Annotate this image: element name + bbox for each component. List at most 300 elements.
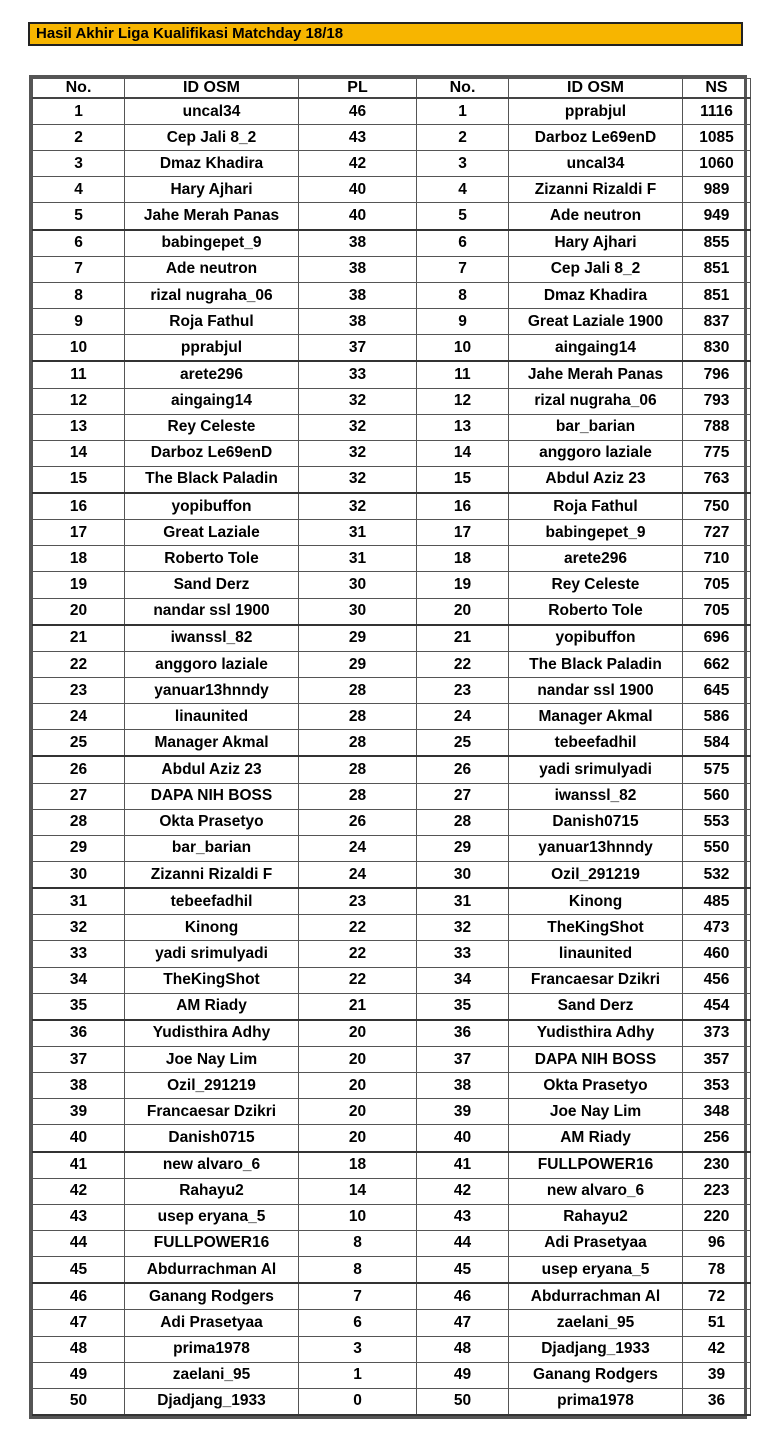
- table-row: [33, 335, 751, 362]
- table-row: [33, 361, 751, 388]
- player-id-ns-cell: uncal34: [509, 151, 683, 177]
- rank-pl-cell: 8: [33, 283, 125, 309]
- player-id-pl-cell: Rahayu2: [125, 1178, 299, 1204]
- player-id-ns-cell: Dmaz Khadira: [509, 283, 683, 309]
- pl-value-cell: 22: [299, 941, 417, 967]
- rank-ns-cell: 49: [417, 1362, 509, 1388]
- ns-value-cell: 220: [683, 1204, 751, 1230]
- ns-value-cell: 230: [683, 1152, 751, 1179]
- pl-value-cell: 23: [299, 888, 417, 915]
- rank-ns-cell: 18: [417, 546, 509, 572]
- rank-pl-cell: 7: [33, 256, 125, 282]
- rank-pl-cell: 25: [33, 730, 125, 757]
- table-row: [33, 1362, 751, 1388]
- pl-value-cell: 32: [299, 440, 417, 466]
- rank-pl-cell: 38: [33, 1073, 125, 1099]
- rank-ns-cell: 48: [417, 1336, 509, 1362]
- rank-ns-cell: 40: [417, 1125, 509, 1152]
- pl-value-cell: 20: [299, 1020, 417, 1047]
- table-row: [33, 1020, 751, 1047]
- rank-pl-cell: 29: [33, 835, 125, 861]
- ns-value-cell: 796: [683, 361, 751, 388]
- player-id-pl-cell: linaunited: [125, 704, 299, 730]
- player-id-pl-cell: Abdul Aziz 23: [125, 756, 299, 783]
- player-id-pl-cell: Joe Nay Lim: [125, 1047, 299, 1073]
- table-row: [33, 730, 751, 757]
- ns-value-cell: 473: [683, 915, 751, 941]
- pl-value-cell: 33: [299, 361, 417, 388]
- rank-pl-cell: 6: [33, 230, 125, 257]
- table-row: [33, 1283, 751, 1310]
- table-row: [33, 1310, 751, 1336]
- table-row: [33, 1256, 751, 1283]
- player-id-ns-cell: Abdurrachman Al: [509, 1283, 683, 1310]
- player-id-pl-cell: arete296: [125, 361, 299, 388]
- table-row: [33, 440, 751, 466]
- rank-ns-cell: 17: [417, 520, 509, 546]
- rank-pl-cell: 49: [33, 1362, 125, 1388]
- rank-ns-cell: 7: [417, 256, 509, 282]
- rank-ns-cell: 37: [417, 1047, 509, 1073]
- rank-pl-cell: 43: [33, 1204, 125, 1230]
- ns-value-cell: 750: [683, 493, 751, 520]
- rank-pl-cell: 18: [33, 546, 125, 572]
- ns-value-cell: 710: [683, 546, 751, 572]
- ns-value-cell: 662: [683, 652, 751, 678]
- table-row: [33, 388, 751, 414]
- pl-value-cell: 29: [299, 652, 417, 678]
- ns-value-cell: 36: [683, 1388, 751, 1415]
- ns-value-cell: 454: [683, 993, 751, 1020]
- player-id-pl-cell: Adi Prasetyaa: [125, 1310, 299, 1336]
- rank-ns-cell: 1: [417, 98, 509, 125]
- ns-value-cell: 550: [683, 835, 751, 861]
- player-id-ns-cell: Sand Derz: [509, 993, 683, 1020]
- player-id-ns-cell: yadi srimulyadi: [509, 756, 683, 783]
- pl-value-cell: 10: [299, 1204, 417, 1230]
- ns-value-cell: 788: [683, 414, 751, 440]
- player-id-ns-cell: Danish0715: [509, 809, 683, 835]
- rank-ns-cell: 33: [417, 941, 509, 967]
- rank-pl-cell: 32: [33, 915, 125, 941]
- player-id-pl-cell: Ganang Rodgers: [125, 1283, 299, 1310]
- player-id-ns-cell: Roberto Tole: [509, 598, 683, 625]
- ns-value-cell: 837: [683, 309, 751, 335]
- table-row: [33, 809, 751, 835]
- ns-value-cell: 485: [683, 888, 751, 915]
- player-id-ns-cell: bar_barian: [509, 414, 683, 440]
- player-id-pl-cell: The Black Paladin: [125, 466, 299, 493]
- rank-ns-cell: 25: [417, 730, 509, 757]
- player-id-pl-cell: Zizanni Rizaldi F: [125, 861, 299, 888]
- table-row: [33, 1178, 751, 1204]
- pl-value-cell: 26: [299, 809, 417, 835]
- player-id-pl-cell: anggoro laziale: [125, 652, 299, 678]
- table-row: [33, 1388, 751, 1415]
- pl-value-cell: 20: [299, 1047, 417, 1073]
- player-id-pl-cell: usep eryana_5: [125, 1204, 299, 1230]
- rank-ns-cell: 8: [417, 283, 509, 309]
- pl-value-cell: 32: [299, 466, 417, 493]
- rank-pl-cell: 16: [33, 493, 125, 520]
- rank-ns-cell: 29: [417, 835, 509, 861]
- ns-value-cell: 830: [683, 335, 751, 362]
- table-row: [33, 520, 751, 546]
- ns-value-cell: 793: [683, 388, 751, 414]
- pl-value-cell: 20: [299, 1099, 417, 1125]
- player-id-ns-cell: aingaing14: [509, 335, 683, 362]
- rank-ns-cell: 30: [417, 861, 509, 888]
- pl-value-cell: 6: [299, 1310, 417, 1336]
- rank-ns-cell: 4: [417, 177, 509, 203]
- ns-value-cell: 223: [683, 1178, 751, 1204]
- standings-table: [32, 78, 751, 1416]
- player-id-pl-cell: zaelani_95: [125, 1362, 299, 1388]
- rank-ns-cell: 41: [417, 1152, 509, 1179]
- rank-pl-cell: 1: [33, 98, 125, 125]
- player-id-pl-cell: Cep Jali 8_2: [125, 125, 299, 151]
- table-row: [33, 1204, 751, 1230]
- player-id-ns-cell: TheKingShot: [509, 915, 683, 941]
- pl-value-cell: 30: [299, 598, 417, 625]
- player-id-ns-cell: FULLPOWER16: [509, 1152, 683, 1179]
- ns-value-cell: 705: [683, 572, 751, 598]
- rank-pl-cell: 19: [33, 572, 125, 598]
- rank-ns-cell: 21: [417, 625, 509, 652]
- rank-ns-cell: 31: [417, 888, 509, 915]
- pl-value-cell: 28: [299, 783, 417, 809]
- player-id-pl-cell: prima1978: [125, 1336, 299, 1362]
- rank-ns-cell: 19: [417, 572, 509, 598]
- player-id-pl-cell: TheKingShot: [125, 967, 299, 993]
- pl-value-cell: 32: [299, 414, 417, 440]
- table-row: [33, 177, 751, 203]
- pl-value-cell: 28: [299, 678, 417, 704]
- player-id-ns-cell: Abdul Aziz 23: [509, 466, 683, 493]
- pl-value-cell: 46: [299, 98, 417, 125]
- rank-pl-cell: 39: [33, 1099, 125, 1125]
- rank-pl-cell: 14: [33, 440, 125, 466]
- player-id-ns-cell: linaunited: [509, 941, 683, 967]
- pl-value-cell: 38: [299, 283, 417, 309]
- player-id-pl-cell: Roja Fathul: [125, 309, 299, 335]
- pl-value-cell: 22: [299, 915, 417, 941]
- ns-value-cell: 727: [683, 520, 751, 546]
- pl-value-cell: 38: [299, 256, 417, 282]
- player-id-ns-cell: Yudisthira Adhy: [509, 1020, 683, 1047]
- player-id-pl-cell: Roberto Tole: [125, 546, 299, 572]
- player-id-pl-cell: DAPA NIH BOSS: [125, 783, 299, 809]
- player-id-pl-cell: Okta Prasetyo: [125, 809, 299, 835]
- table-row: [33, 1152, 751, 1179]
- table-row: [33, 783, 751, 809]
- pl-value-cell: 1: [299, 1362, 417, 1388]
- player-id-pl-cell: Dmaz Khadira: [125, 151, 299, 177]
- pl-value-cell: 28: [299, 704, 417, 730]
- player-id-pl-cell: Manager Akmal: [125, 730, 299, 757]
- rank-pl-cell: 11: [33, 361, 125, 388]
- rank-ns-cell: 32: [417, 915, 509, 941]
- rank-pl-cell: 41: [33, 1152, 125, 1179]
- pl-value-cell: 24: [299, 861, 417, 888]
- rank-pl-cell: 21: [33, 625, 125, 652]
- rank-pl-cell: 10: [33, 335, 125, 362]
- player-id-pl-cell: Jahe Merah Panas: [125, 203, 299, 230]
- player-id-pl-cell: yopibuffon: [125, 493, 299, 520]
- pl-value-cell: 22: [299, 967, 417, 993]
- player-id-ns-cell: Rey Celeste: [509, 572, 683, 598]
- ns-value-cell: 1116: [683, 98, 751, 125]
- player-id-pl-cell: yadi srimulyadi: [125, 941, 299, 967]
- table-row: [33, 125, 751, 151]
- rank-ns-cell: 47: [417, 1310, 509, 1336]
- player-id-pl-cell: FULLPOWER16: [125, 1230, 299, 1256]
- player-id-ns-cell: arete296: [509, 546, 683, 572]
- pl-value-cell: 42: [299, 151, 417, 177]
- header-pl: PL: [299, 79, 417, 99]
- ns-value-cell: 705: [683, 598, 751, 625]
- ns-value-cell: 553: [683, 809, 751, 835]
- player-id-ns-cell: Hary Ajhari: [509, 230, 683, 257]
- ns-value-cell: 532: [683, 861, 751, 888]
- ns-value-cell: 763: [683, 466, 751, 493]
- player-id-pl-cell: Rey Celeste: [125, 414, 299, 440]
- ns-value-cell: 256: [683, 1125, 751, 1152]
- table-row: [33, 1099, 751, 1125]
- standings-table-frame: [29, 75, 747, 1419]
- player-id-ns-cell: usep eryana_5: [509, 1256, 683, 1283]
- rank-ns-cell: 16: [417, 493, 509, 520]
- rank-pl-cell: 13: [33, 414, 125, 440]
- player-id-ns-cell: yopibuffon: [509, 625, 683, 652]
- player-id-ns-cell: Darboz Le69enD: [509, 125, 683, 151]
- player-id-ns-cell: Zizanni Rizaldi F: [509, 177, 683, 203]
- ns-value-cell: 989: [683, 177, 751, 203]
- player-id-ns-cell: anggoro laziale: [509, 440, 683, 466]
- player-id-pl-cell: Djadjang_1933: [125, 1388, 299, 1415]
- pl-value-cell: 8: [299, 1230, 417, 1256]
- rank-ns-cell: 22: [417, 652, 509, 678]
- player-id-pl-cell: tebeefadhil: [125, 888, 299, 915]
- player-id-ns-cell: Ade neutron: [509, 203, 683, 230]
- ns-value-cell: 586: [683, 704, 751, 730]
- table-row: [33, 256, 751, 282]
- player-id-ns-cell: Adi Prasetyaa: [509, 1230, 683, 1256]
- pl-value-cell: 32: [299, 388, 417, 414]
- rank-pl-cell: 50: [33, 1388, 125, 1415]
- rank-ns-cell: 6: [417, 230, 509, 257]
- ns-value-cell: 42: [683, 1336, 751, 1362]
- pl-value-cell: 18: [299, 1152, 417, 1179]
- player-id-ns-cell: new alvaro_6: [509, 1178, 683, 1204]
- rank-ns-cell: 45: [417, 1256, 509, 1283]
- rank-pl-cell: 17: [33, 520, 125, 546]
- ns-value-cell: 96: [683, 1230, 751, 1256]
- player-id-ns-cell: The Black Paladin: [509, 652, 683, 678]
- rank-pl-cell: 24: [33, 704, 125, 730]
- player-id-ns-cell: Rahayu2: [509, 1204, 683, 1230]
- player-id-ns-cell: yanuar13hnndy: [509, 835, 683, 861]
- player-id-ns-cell: Joe Nay Lim: [509, 1099, 683, 1125]
- rank-pl-cell: 48: [33, 1336, 125, 1362]
- pl-value-cell: 38: [299, 309, 417, 335]
- rank-ns-cell: 10: [417, 335, 509, 362]
- player-id-pl-cell: bar_barian: [125, 835, 299, 861]
- ns-value-cell: 348: [683, 1099, 751, 1125]
- table-row: [33, 1230, 751, 1256]
- header-no-left: No.: [33, 79, 125, 99]
- rank-ns-cell: 50: [417, 1388, 509, 1415]
- table-row: [33, 203, 751, 230]
- ns-value-cell: 1060: [683, 151, 751, 177]
- rank-ns-cell: 9: [417, 309, 509, 335]
- rank-pl-cell: 46: [33, 1283, 125, 1310]
- player-id-pl-cell: nandar ssl 1900: [125, 598, 299, 625]
- rank-ns-cell: 43: [417, 1204, 509, 1230]
- player-id-pl-cell: Great Laziale: [125, 520, 299, 546]
- player-id-ns-cell: iwanssl_82: [509, 783, 683, 809]
- rank-pl-cell: 28: [33, 809, 125, 835]
- pl-value-cell: 0: [299, 1388, 417, 1415]
- ns-value-cell: 851: [683, 256, 751, 282]
- table-row: [33, 993, 751, 1020]
- pl-value-cell: 28: [299, 730, 417, 757]
- ns-value-cell: 645: [683, 678, 751, 704]
- pl-value-cell: 40: [299, 203, 417, 230]
- player-id-pl-cell: Abdurrachman Al: [125, 1256, 299, 1283]
- player-id-ns-cell: Kinong: [509, 888, 683, 915]
- player-id-ns-cell: Roja Fathul: [509, 493, 683, 520]
- table-row: [33, 861, 751, 888]
- player-id-ns-cell: Francaesar Dzikri: [509, 967, 683, 993]
- player-id-pl-cell: uncal34: [125, 98, 299, 125]
- pl-value-cell: 3: [299, 1336, 417, 1362]
- ns-value-cell: 357: [683, 1047, 751, 1073]
- rank-pl-cell: 44: [33, 1230, 125, 1256]
- table-row: [33, 835, 751, 861]
- player-id-ns-cell: Ganang Rodgers: [509, 1362, 683, 1388]
- rank-ns-cell: 36: [417, 1020, 509, 1047]
- table-body: [33, 98, 751, 1415]
- header-id-osm-left: ID OSM: [125, 79, 299, 99]
- header-no-right: No.: [417, 79, 509, 99]
- player-id-pl-cell: rizal nugraha_06: [125, 283, 299, 309]
- player-id-ns-cell: rizal nugraha_06: [509, 388, 683, 414]
- ns-value-cell: 78: [683, 1256, 751, 1283]
- table-row: [33, 98, 751, 125]
- rank-ns-cell: 24: [417, 704, 509, 730]
- pl-value-cell: 20: [299, 1073, 417, 1099]
- rank-pl-cell: 20: [33, 598, 125, 625]
- rank-ns-cell: 39: [417, 1099, 509, 1125]
- table-row: [33, 678, 751, 704]
- rank-pl-cell: 37: [33, 1047, 125, 1073]
- ns-value-cell: 560: [683, 783, 751, 809]
- table-row: [33, 756, 751, 783]
- rank-pl-cell: 3: [33, 151, 125, 177]
- rank-ns-cell: 34: [417, 967, 509, 993]
- pl-value-cell: 37: [299, 335, 417, 362]
- rank-ns-cell: 27: [417, 783, 509, 809]
- pl-value-cell: 14: [299, 1178, 417, 1204]
- table-row: [33, 230, 751, 257]
- ns-value-cell: 575: [683, 756, 751, 783]
- player-id-ns-cell: pprabjul: [509, 98, 683, 125]
- table-row: [33, 1336, 751, 1362]
- player-id-pl-cell: aingaing14: [125, 388, 299, 414]
- player-id-ns-cell: nandar ssl 1900: [509, 678, 683, 704]
- ns-value-cell: 51: [683, 1310, 751, 1336]
- rank-pl-cell: 4: [33, 177, 125, 203]
- rank-pl-cell: 27: [33, 783, 125, 809]
- rank-pl-cell: 33: [33, 941, 125, 967]
- player-id-pl-cell: Sand Derz: [125, 572, 299, 598]
- header-ns: NS: [683, 79, 751, 99]
- player-id-ns-cell: Jahe Merah Panas: [509, 361, 683, 388]
- pl-value-cell: 20: [299, 1125, 417, 1152]
- rank-ns-cell: 5: [417, 203, 509, 230]
- table-row: [33, 625, 751, 652]
- table-header-row: [33, 79, 751, 99]
- rank-pl-cell: 23: [33, 678, 125, 704]
- table-row: [33, 704, 751, 730]
- rank-ns-cell: 38: [417, 1073, 509, 1099]
- rank-pl-cell: 9: [33, 309, 125, 335]
- player-id-pl-cell: Francaesar Dzikri: [125, 1099, 299, 1125]
- table-row: [33, 941, 751, 967]
- pl-value-cell: 30: [299, 572, 417, 598]
- ns-value-cell: 353: [683, 1073, 751, 1099]
- rank-ns-cell: 14: [417, 440, 509, 466]
- ns-value-cell: 584: [683, 730, 751, 757]
- pl-value-cell: 38: [299, 230, 417, 257]
- table-row: [33, 1047, 751, 1073]
- rank-ns-cell: 28: [417, 809, 509, 835]
- rank-pl-cell: 47: [33, 1310, 125, 1336]
- rank-ns-cell: 44: [417, 1230, 509, 1256]
- pl-value-cell: 29: [299, 625, 417, 652]
- table-row: [33, 888, 751, 915]
- rank-pl-cell: 36: [33, 1020, 125, 1047]
- table-row: [33, 572, 751, 598]
- player-id-ns-cell: Cep Jali 8_2: [509, 256, 683, 282]
- ns-value-cell: 851: [683, 283, 751, 309]
- table-row: [33, 414, 751, 440]
- player-id-ns-cell: Djadjang_1933: [509, 1336, 683, 1362]
- rank-pl-cell: 22: [33, 652, 125, 678]
- player-id-pl-cell: babingepet_9: [125, 230, 299, 257]
- rank-ns-cell: 15: [417, 466, 509, 493]
- rank-pl-cell: 34: [33, 967, 125, 993]
- table-row: [33, 652, 751, 678]
- rank-pl-cell: 35: [33, 993, 125, 1020]
- player-id-pl-cell: Darboz Le69enD: [125, 440, 299, 466]
- page-title: Hasil Akhir Liga Kualifikasi Matchday 18/18: [28, 22, 743, 46]
- ns-value-cell: 855: [683, 230, 751, 257]
- table-row: [33, 915, 751, 941]
- player-id-pl-cell: AM Riady: [125, 993, 299, 1020]
- rank-ns-cell: 46: [417, 1283, 509, 1310]
- player-id-ns-cell: AM Riady: [509, 1125, 683, 1152]
- pl-value-cell: 40: [299, 177, 417, 203]
- player-id-ns-cell: prima1978: [509, 1388, 683, 1415]
- player-id-pl-cell: Yudisthira Adhy: [125, 1020, 299, 1047]
- table-row: [33, 598, 751, 625]
- rank-pl-cell: 15: [33, 466, 125, 493]
- rank-ns-cell: 23: [417, 678, 509, 704]
- table-row: [33, 309, 751, 335]
- player-id-ns-cell: Okta Prasetyo: [509, 1073, 683, 1099]
